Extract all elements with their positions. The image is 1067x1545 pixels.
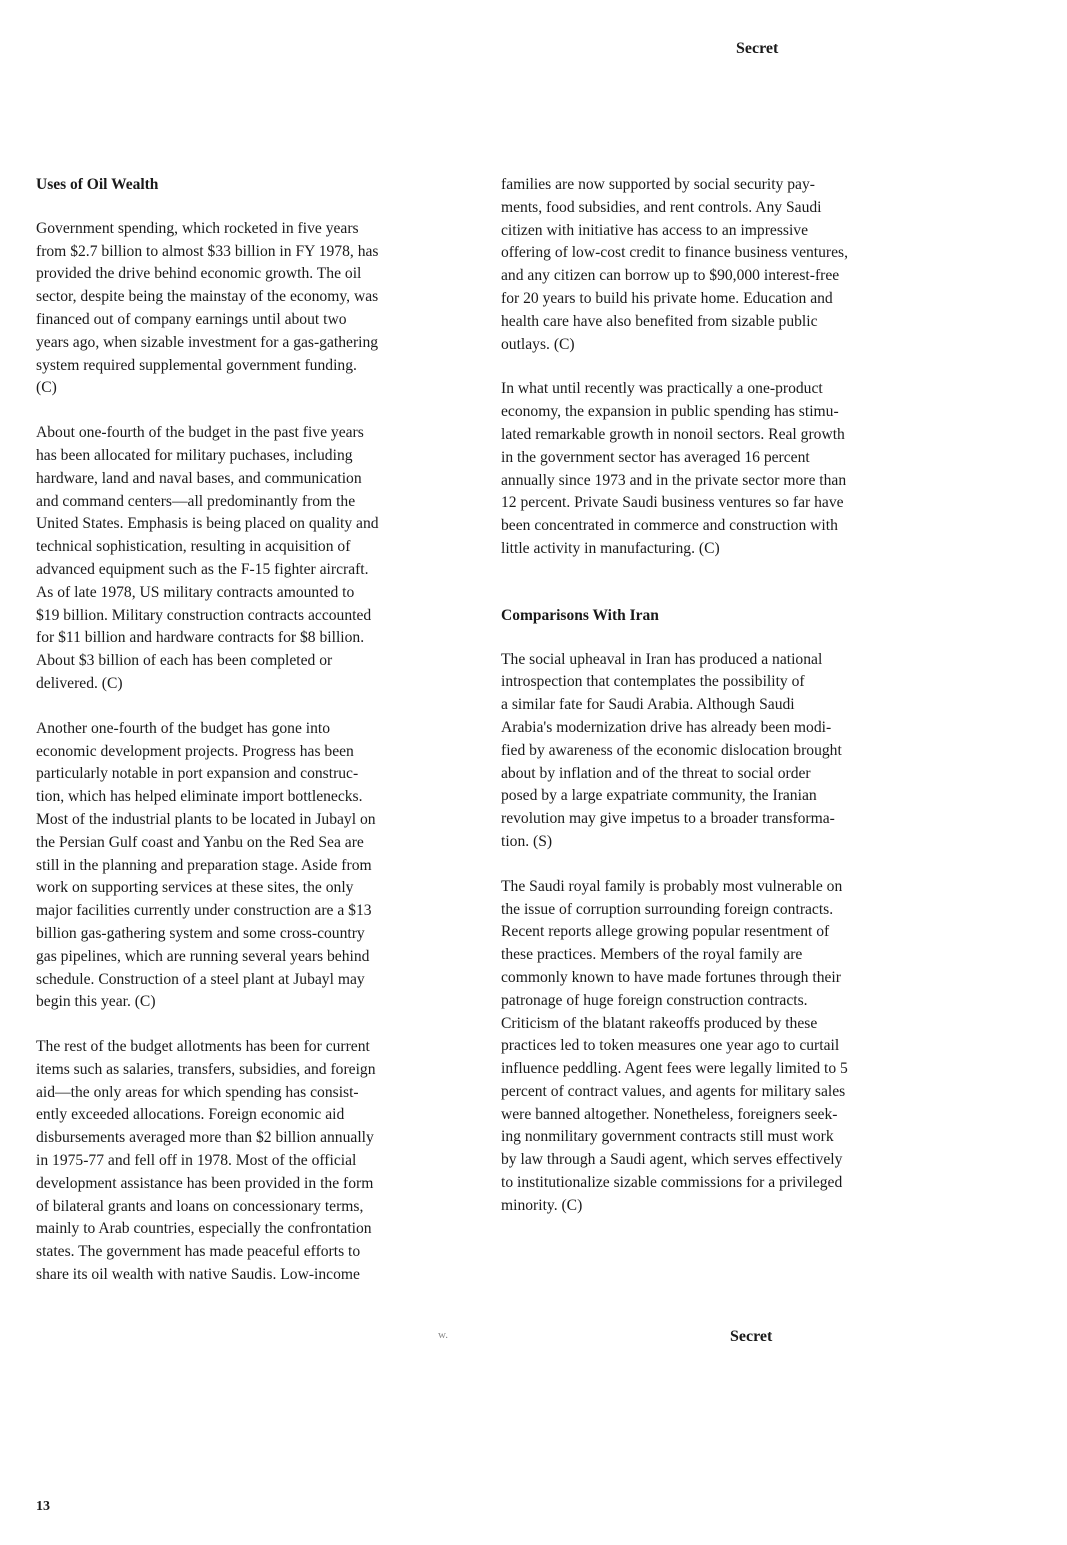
paragraph	[501, 876, 946, 1218]
text-line: Government spending, which rocketed in five years	[36, 219, 359, 237]
text-line: United States. Emphasis is being placed on quality and	[36, 515, 379, 533]
right-paragraphs-bottom	[501, 649, 946, 1218]
text-line: fied by awareness of the economic dislocation brought	[501, 741, 842, 759]
text-line: lated remarkable growth in nonoil sectors. Real growth	[501, 425, 845, 443]
text-line: influence peddling. Agent fees were legally limited to 5	[501, 1060, 848, 1078]
text-line: 12 percent. Private Saudi business ventures so far have	[501, 494, 844, 512]
text-line: About one-fourth of the budget in the past five years	[36, 424, 364, 442]
section-heading-oil-wealth: Uses of Oil Wealth	[36, 176, 159, 193]
text-line: economy, the expansion in public spending has stimu-	[501, 403, 839, 421]
text-line: major facilities currently under construction are a $13	[36, 902, 372, 920]
text-line: $19 billion. Military construction contracts accounted	[36, 606, 372, 624]
text-line: practices led to token measures one year ago to curtail	[501, 1037, 840, 1055]
text-line: ing nonmilitary government contracts still must work	[501, 1128, 834, 1146]
text-line: states. The government has made peaceful efforts to	[36, 1243, 361, 1261]
text-line: system required supplemental government funding.	[36, 356, 357, 374]
classification-footer: Secret	[730, 1328, 773, 1345]
section-heading-iran: Comparisons With Iran	[501, 606, 659, 624]
text-line: introspection that contemplates the possibility of	[501, 673, 805, 691]
text-line: and any citizen can borrow up to $90,000 interest-free	[501, 267, 840, 285]
text-line: these practices. Members of the royal family are	[501, 946, 803, 964]
text-line: economic development projects. Progress has been	[36, 742, 354, 760]
text-line: for 20 years to build his private home. Education and	[501, 289, 833, 307]
text-line: Arabia's modernization drive has already been modi-	[501, 718, 832, 736]
text-line: mainly to Arab countries, especially the confrontation	[36, 1220, 372, 1238]
text-line: percent of contract values, and agents for military sales	[501, 1082, 846, 1100]
text-line: disbursements averaged more than $2 billion annually	[36, 1129, 374, 1147]
text-line: delivered. (C)	[36, 674, 123, 692]
text-line: in 1975-77 and fell off in 1978. Most of the official	[36, 1152, 357, 1170]
paragraph	[36, 422, 481, 696]
text-line: financed out of company earnings until about two	[36, 310, 347, 328]
text-line: of bilateral grants and loans on concessionary terms,	[36, 1197, 364, 1215]
left-paragraphs	[36, 218, 481, 1287]
paragraph	[501, 174, 946, 356]
paragraph	[501, 378, 946, 560]
text-line: ently exceeded allocations. Foreign economic aid	[36, 1106, 345, 1124]
text-line: development assistance has been provided in the form	[36, 1174, 374, 1192]
text-line: schedule. Construction of a steel plant at Jubayl may	[36, 970, 365, 988]
text-line: were banned altogether. Nonetheless, foreigners seek-	[501, 1105, 838, 1123]
text-line: by law through a Saudi agent, which serves effectively	[501, 1151, 843, 1169]
text-line: The Saudi royal family is probably most vulnerable on	[501, 877, 843, 895]
text-line: outlays. (C)	[501, 335, 575, 353]
text-line: Criticism of the blatant rakeoffs produced by these	[501, 1014, 818, 1032]
text-line: As of late 1978, US military contracts amounted to	[36, 583, 355, 601]
right-paragraphs-top	[501, 174, 946, 561]
text-line: sector, despite being the mainstay of the economy, was	[36, 288, 379, 306]
text-line: revolution may give impetus to a broader transforma-	[501, 810, 835, 828]
text-line: patronage of huge foreign construction contracts.	[501, 991, 808, 1009]
text-line: gas pipelines, which are running several years behind	[36, 947, 370, 965]
text-line: advanced equipment such as the F-15 fighter aircraft.	[36, 560, 369, 578]
right-column	[501, 174, 946, 1240]
text-line: commonly known to have made fortunes through their	[501, 968, 841, 986]
text-line: to institutionalize sizable commissions for a privileged	[501, 1174, 843, 1192]
left-column	[36, 174, 481, 1309]
text-line: (C)	[36, 379, 57, 397]
text-line: Most of the industrial plants to be located in Jubayl on	[36, 810, 376, 828]
page-number: 13	[36, 1499, 50, 1514]
text-line: technical sophistication, resulting in acquisition of	[36, 538, 351, 556]
text-line: begin this year. (C)	[36, 993, 156, 1011]
text-line: the issue of corruption surrounding foreign contracts.	[501, 900, 834, 918]
text-line: for $11 billion and hardware contracts for $8 billion.	[36, 629, 365, 647]
text-line: The rest of the budget allotments has been for current	[36, 1038, 370, 1056]
text-line: billion gas-gathering system and some cross-country	[36, 924, 365, 942]
text-line: and command centers—all predominantly from the	[36, 492, 356, 510]
text-line: health care have also benefited from sizable public	[501, 312, 818, 330]
text-line: years ago, when sizable investment for a gas-gathering	[36, 333, 379, 351]
paragraph	[36, 1036, 481, 1287]
text-line: items such as salaries, transfers, subsidies, and foreign	[36, 1060, 376, 1078]
text-line: a similar fate for Saudi Arabia. Although Saudi	[501, 696, 795, 714]
text-line: Another one-fourth of the budget has gone into	[36, 719, 331, 737]
text-line: little activity in manufacturing. (C)	[501, 539, 720, 557]
text-line: citizen with initiative has access to an impressive	[501, 221, 809, 239]
text-line: tion. (S)	[501, 832, 553, 850]
text-line: aid—the only areas for which spending has consist-	[36, 1083, 359, 1101]
text-line: been concentrated in commerce and construction with	[501, 517, 838, 535]
text-line: About $3 billion of each has been completed or	[36, 652, 333, 670]
text-line: offering of low-cost credit to finance business ventures,	[501, 244, 849, 262]
text-line: hardware, land and naval bases, and communication	[36, 469, 362, 487]
text-line: tion, which has helped eliminate import bottlenecks.	[36, 788, 363, 806]
text-line: particularly notable in port expansion and construc-	[36, 765, 359, 783]
paragraph	[36, 718, 481, 1014]
text-line: The social upheaval in Iran has produced a national	[501, 650, 823, 668]
text-line: Recent reports allege growing popular resentment of	[501, 923, 830, 941]
text-line: has been allocated for military puchases, including	[36, 446, 353, 464]
text-line: the Persian Gulf coast and Yanbu on the Red Sea are	[36, 833, 364, 851]
text-line: annually since 1973 and in the private sector more than	[501, 471, 847, 489]
text-line: share its oil wealth with native Saudis. Low-income	[36, 1266, 360, 1284]
text-line: posed by a large expatriate community, the Iranian	[501, 787, 817, 805]
text-line: In what until recently was practically a one-product	[501, 380, 823, 398]
paragraph	[501, 649, 946, 854]
text-line: minority. (C)	[501, 1196, 583, 1214]
text-line: in the government sector has averaged 16 percent	[501, 448, 810, 466]
text-line: from $2.7 billion to almost $33 billion in FY 1978, has	[36, 242, 379, 260]
text-line: still in the planning and preparation stage. Aside from	[36, 856, 372, 874]
text-line: provided the drive behind economic growth. The oil	[36, 265, 362, 283]
page-mark: w.	[438, 1329, 448, 1341]
classification-header: Secret	[736, 40, 779, 57]
text-line: families are now supported by social security pay-	[501, 176, 815, 193]
paragraph	[36, 218, 481, 400]
text-line: about by inflation and of the threat to social order	[501, 764, 811, 782]
text-line: work on supporting services at these sites, the only	[36, 879, 354, 897]
text-line: ments, food subsidies, and rent controls. Any Saudi	[501, 198, 822, 216]
